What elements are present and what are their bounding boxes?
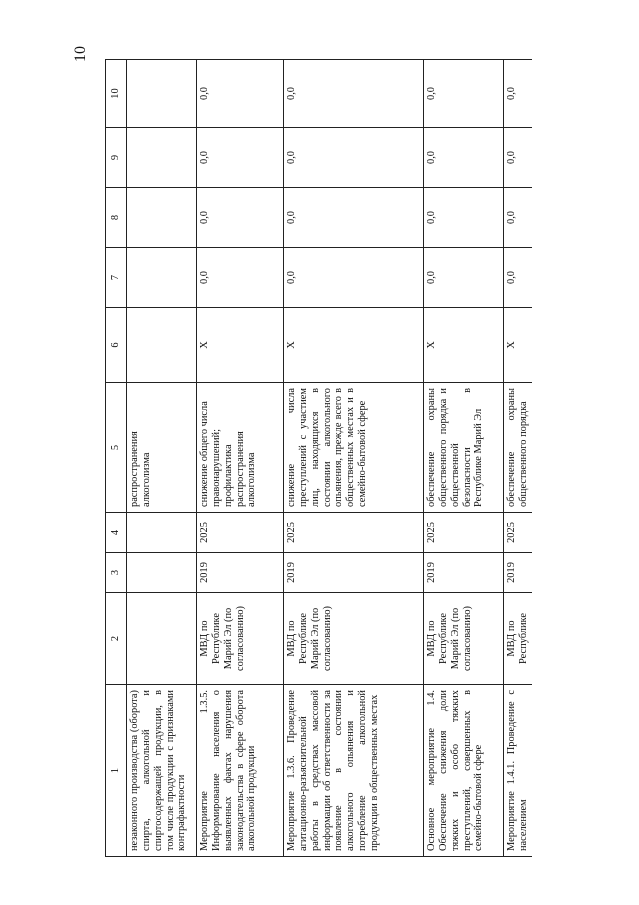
end-year-cell: 2025 [504,513,532,553]
table-row [197,60,284,857]
start-year-cell: 2019 [424,553,504,593]
expected-result-cell: обеспечение охраны общественного порядка и общественной безопасности в Республике Марий Эл [424,383,504,513]
value-cell: 0,0 [284,188,424,248]
marker-cell: X [424,308,504,383]
column-number-header [106,60,127,857]
value-cell [127,128,197,188]
executor-cell: МВД по Республике Марий Эл (по согласованию) [284,593,424,685]
column-header: 1 [106,685,127,857]
value-cell: 0,0 [284,128,424,188]
table-row [424,60,504,857]
value-cell: 0,0 [504,188,532,248]
executor-cell: МВД по Республике [504,593,532,685]
value-cell: 0,0 [504,60,532,128]
executor-cell: МВД по Республике Марий Эл (по согласованию) [424,593,504,685]
start-year-cell: 2019 [197,553,284,593]
marker-cell: X [284,308,424,383]
value-cell: 0,0 [197,60,284,128]
program-measures-table [105,59,532,857]
expected-result-cell: распространения алкоголизма [127,383,197,513]
start-year-cell: 2019 [284,553,424,593]
start-year-cell [127,553,197,593]
column-header: 4 [106,513,127,553]
value-cell: 0,0 [504,128,532,188]
column-header: 9 [106,128,127,188]
column-header: 10 [106,60,127,128]
value-cell: 0,0 [424,60,504,128]
measure-name-cell: Основное мероприятие 1.4. Обеспечение снижения доли тяжких и особо тяжких преступлений, совершенных в семейно-бытовой сфере [424,685,504,857]
column-header: 8 [106,188,127,248]
measure-name-cell: незаконного производства (оборота) спирта, алкогольной и спиртосодержащей продукции, в том числе продукции с признаками контрафактности [127,685,197,857]
value-cell: 0,0 [197,188,284,248]
value-cell: 0,0 [424,248,504,308]
measure-name-cell: Мероприятие 1.3.5. Информирование населения о выявленных фактах нарушения законодательства в сфере оборота алкогольной продукции [197,685,284,857]
value-cell: 0,0 [424,128,504,188]
value-cell: 0,0 [197,248,284,308]
marker-cell [127,308,197,383]
end-year-cell: 2025 [424,513,504,553]
value-cell: 0,0 [284,60,424,128]
column-header: 2 [106,593,127,685]
end-year-cell: 2025 [197,513,284,553]
executor-cell [127,593,197,685]
expected-result-cell: обеспечение охраны общественного порядка [504,383,532,513]
table-row [504,60,532,857]
value-cell [127,60,197,128]
measure-name-cell: Мероприятие 1.3.6. Проведение агитационно-разъяснительной работы в средствах массовой информации об ответственности за появление в состоянии алкогольного опьянения и потребление алкогольной продукции в общественных местах [284,685,424,857]
value-cell: 0,0 [197,128,284,188]
column-header: 7 [106,248,127,308]
page-number: 10 [72,46,89,62]
end-year-cell [127,513,197,553]
value-cell: 0,0 [424,188,504,248]
marker-cell: X [504,308,532,383]
column-header: 6 [106,308,127,383]
expected-result-cell: снижение числа преступлений с участием лиц, находящихся в состоянии алкогольного опьянения, прежде всего в общественных местах и в семейно-бытовой сфере [284,383,424,513]
column-header: 3 [106,553,127,593]
start-year-cell: 2019 [504,553,532,593]
executor-cell: МВД по Республике Марий Эл (по согласованию) [197,593,284,685]
value-cell [127,188,197,248]
measure-name-cell: Мероприятие 1.4.1. Проведение с населением [504,685,532,857]
column-header: 5 [106,383,127,513]
marker-cell: X [197,308,284,383]
table-row [127,60,197,857]
expected-result-cell: снижение общего числа правонарушений; профилактика распространения алкоголизма [197,383,284,513]
value-cell: 0,0 [504,248,532,308]
rotated-page-content [105,60,529,857]
value-cell [127,248,197,308]
end-year-cell: 2025 [284,513,424,553]
value-cell: 0,0 [284,248,424,308]
table-row [284,60,424,857]
